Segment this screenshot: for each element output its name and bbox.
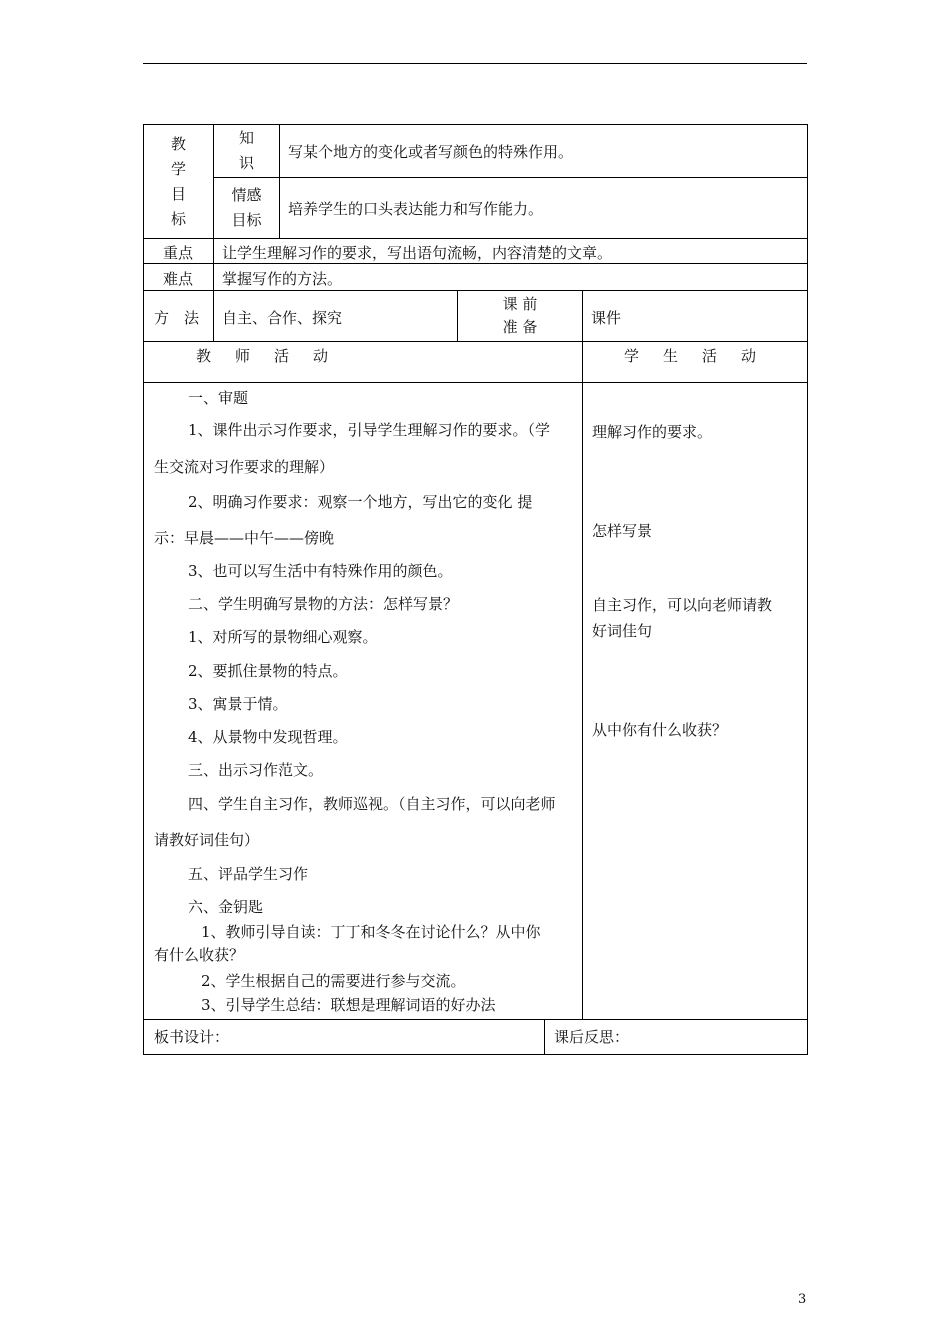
knowledge-label-char: 知: [238, 129, 254, 147]
emotion-label-line: 目标: [231, 211, 262, 229]
objectives-label-char: 学: [170, 159, 186, 178]
knowledge-label-char: 识: [238, 154, 254, 172]
method-label: 方 法: [154, 309, 200, 327]
student-activity-header-cell: [583, 342, 808, 383]
student-line: 理解习作的要求。: [592, 423, 713, 441]
teacher-line: 2、要抓住景物的特点。: [188, 662, 348, 680]
page-number: 3: [798, 1292, 807, 1307]
teacher-line: 3、也可以写生活中有特殊作用的颜色。: [188, 562, 453, 580]
header-rule: [143, 63, 807, 64]
key-point-label: 重点: [163, 244, 194, 262]
teacher-line: 生交流对习作要求的理解）: [154, 458, 335, 476]
teacher-line: 六、金钥匙: [188, 898, 264, 916]
student-line: 自主习作，可以向老师请教: [592, 596, 773, 614]
teacher-activity-header: 教师活动: [196, 347, 353, 365]
lesson-plan-table: [143, 124, 808, 1055]
teacher-line: 1、教师引导自读：丁丁和冬冬在讨论什么？从中你: [201, 923, 541, 941]
teacher-line: 1、对所写的景物细心观察。: [188, 628, 378, 646]
emotion-label-cell: [214, 178, 280, 239]
key-point-label-cell: [144, 239, 214, 264]
knowledge-text-cell: [280, 125, 808, 178]
teacher-activity-header-cell: [144, 342, 583, 383]
teacher-line: 五、评品学生习作: [188, 865, 309, 883]
teacher-line: 4、从景物中发现哲理。: [188, 728, 348, 746]
teacher-line: 有什么收获？: [154, 946, 245, 964]
reflection-cell: [545, 1020, 808, 1055]
teacher-activity-cell: [144, 383, 583, 1020]
preparation-label-cell: [458, 291, 583, 342]
reflection-label: 课后反思：: [554, 1028, 630, 1046]
knowledge-label-cell: [214, 125, 280, 178]
teacher-line: 四、学生自主习作，教师巡视。（自主习作，可以向老师: [188, 795, 556, 813]
preparation-label-line: 课 前: [502, 295, 538, 313]
knowledge-text: 写某个地方的变化或者写颜色的特殊作用。: [288, 143, 574, 161]
teacher-line: 示：早晨——中午——傍晚: [154, 529, 335, 547]
board-design-cell: [144, 1020, 545, 1055]
difficulty-label: 难点: [163, 270, 194, 288]
method-text: 自主、合作、探究: [222, 309, 343, 327]
key-point-text-cell: [214, 239, 808, 264]
board-design-label: 板书设计：: [154, 1028, 230, 1046]
emotion-text-cell: [280, 178, 808, 239]
teacher-line: 1、课件出示习作要求，引导学生理解习作的要求。（学: [188, 421, 551, 439]
teacher-line: 请教好词佳句）: [154, 831, 260, 849]
preparation-label-line: 准 备: [502, 318, 538, 336]
student-line: 怎样写景: [592, 522, 653, 540]
teacher-line: 三、出示习作范文。: [188, 761, 324, 779]
objectives-label-char: 教: [170, 134, 186, 153]
student-activity-header: 学生活动: [624, 347, 781, 365]
preparation-text: 课件: [591, 309, 622, 327]
emotion-text: 培养学生的口头表达能力和写作能力。: [288, 200, 544, 218]
objectives-label-char: 目: [170, 184, 186, 203]
difficulty-text: 掌握写作的方法。: [222, 270, 343, 288]
teacher-line: 3、寓景于情。: [188, 695, 288, 713]
teacher-line: 一、审题: [188, 389, 249, 407]
emotion-label-line: 情感: [231, 186, 262, 204]
teacher-line: 3、引导学生总结：联想是理解词语的好办法: [201, 996, 496, 1014]
teacher-line: 2、学生根据自己的需要进行参与交流。: [201, 972, 466, 990]
student-line: 好词佳句: [592, 622, 653, 640]
student-line: 从中你有什么收获？: [592, 721, 728, 739]
difficulty-text-cell: [214, 264, 808, 291]
objectives-label-char: 标: [170, 209, 186, 228]
preparation-text-cell: [583, 291, 808, 342]
student-activity-cell: [583, 383, 808, 1020]
method-label-cell: [144, 291, 214, 342]
difficulty-label-cell: [144, 264, 214, 291]
teacher-line: 2、明确习作要求：观察一个地方，写出它的变化 提: [188, 493, 533, 511]
method-text-cell: [214, 291, 458, 342]
objectives-label-cell: [144, 125, 214, 239]
key-point-text: 让学生理解习作的要求，写出语句流畅，内容清楚的文章。: [222, 244, 613, 262]
teacher-line: 二、学生明确写景物的方法：怎样写景？: [188, 595, 459, 613]
